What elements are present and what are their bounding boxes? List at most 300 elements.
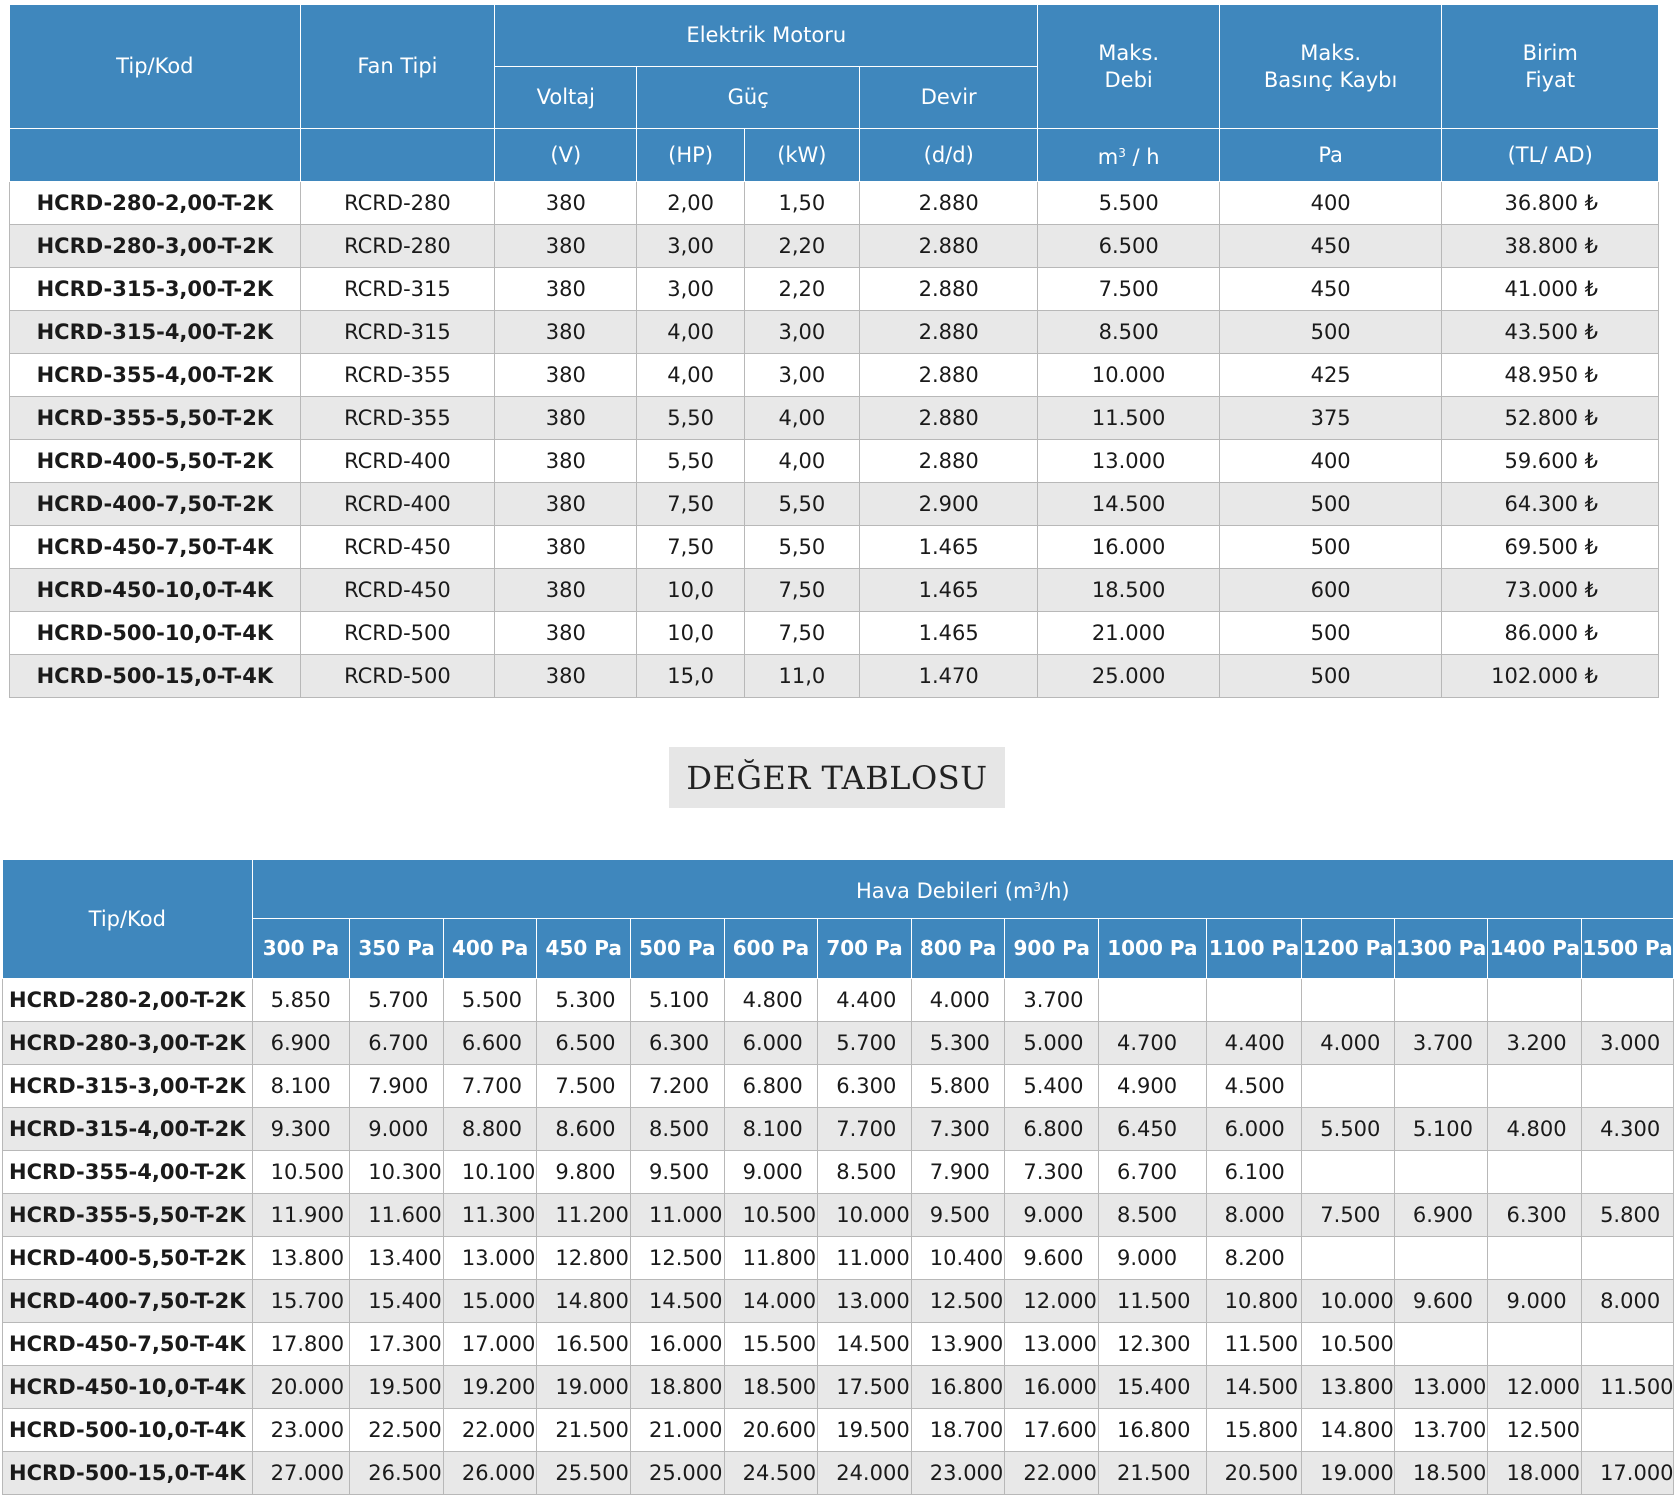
table-cell: 6.000: [1206, 1108, 1302, 1151]
table-cell: 8.000: [1206, 1194, 1302, 1237]
cell-tip-kod: HCRD-355-4,00-T-2K: [10, 354, 301, 397]
table-cell: 5.300: [537, 979, 631, 1022]
table-cell: 26.000: [443, 1452, 537, 1495]
table-cell: 5,50: [637, 397, 744, 440]
header-tip-kod-2: Tip/Kod: [3, 860, 253, 979]
cell-tip-kod: HCRD-500-10,0-T-4K: [3, 1409, 253, 1452]
cell-price: 86.000 ₺: [1442, 612, 1659, 655]
table-cell: [1582, 1151, 1674, 1194]
table-cell: 9.000: [1098, 1237, 1206, 1280]
table-cell: 7,50: [744, 612, 859, 655]
table-cell: 380: [495, 354, 637, 397]
table-cell: RCRD-500: [300, 612, 494, 655]
table-cell: 19.200: [443, 1366, 537, 1409]
table-cell: 17.000: [443, 1323, 537, 1366]
table-cell: 4.300: [1582, 1108, 1674, 1151]
table-cell: 2.880: [859, 440, 1037, 483]
table-cell: 17.600: [1005, 1409, 1099, 1452]
table-cell: 5.000: [1005, 1022, 1099, 1065]
table-row: [10, 354, 1659, 397]
cell-tip-kod: HCRD-355-5,50-T-2K: [3, 1194, 253, 1237]
table-cell: 14.500: [818, 1323, 912, 1366]
header-pressure: 300 Pa: [252, 919, 350, 979]
table-cell: 7.500: [1038, 268, 1219, 311]
cell-price: 48.950 ₺: [1442, 354, 1659, 397]
table-cell: 380: [495, 182, 637, 225]
table-cell: 3,00: [637, 268, 744, 311]
table-cell: 19.000: [1302, 1452, 1395, 1495]
table-cell: 7,50: [744, 569, 859, 612]
table-cell: [1488, 1323, 1582, 1366]
table-cell: 8.100: [252, 1065, 350, 1108]
table-cell: 3.000: [1582, 1022, 1674, 1065]
table-cell: 11,0: [744, 655, 859, 698]
table-cell: 10.400: [911, 1237, 1005, 1280]
table-cell: 500: [1219, 655, 1442, 698]
table-cell: 9.000: [1488, 1280, 1582, 1323]
header-pressure: 1100 Pa: [1206, 919, 1302, 979]
table-cell: 14.500: [1038, 483, 1219, 526]
table-cell: 11.800: [724, 1237, 818, 1280]
table-cell: 500: [1219, 483, 1442, 526]
table-cell: 3,00: [637, 225, 744, 268]
table-cell: 24.500: [724, 1452, 818, 1495]
table-cell: [1394, 1065, 1488, 1108]
table-cell: RCRD-450: [300, 569, 494, 612]
header-pressure: 500 Pa: [631, 919, 725, 979]
table-cell: 6.900: [252, 1022, 350, 1065]
table-cell: [1302, 979, 1395, 1022]
table-cell: 19.500: [818, 1409, 912, 1452]
table-cell: 13.800: [1302, 1366, 1395, 1409]
table-row: [10, 397, 1659, 440]
table-cell: 11.500: [1582, 1366, 1674, 1409]
table-cell: 10.300: [350, 1151, 444, 1194]
table-cell: RCRD-400: [300, 440, 494, 483]
table-cell: [1302, 1065, 1395, 1108]
table-cell: 18.700: [911, 1409, 1005, 1452]
table-cell: 5.300: [911, 1022, 1005, 1065]
table-cell: RCRD-280: [300, 225, 494, 268]
table-row: [10, 182, 1659, 225]
cell-tip-kod: HCRD-280-2,00-T-2K: [3, 979, 253, 1022]
table-cell: 15,0: [637, 655, 744, 698]
table-cell: 5,50: [744, 526, 859, 569]
table-cell: 5.700: [350, 979, 444, 1022]
table-cell: 18.500: [1038, 569, 1219, 612]
table-cell: 7.700: [818, 1108, 912, 1151]
table-cell: 18.800: [631, 1366, 725, 1409]
header-pressure: 400 Pa: [443, 919, 537, 979]
table-cell: 21.000: [631, 1409, 725, 1452]
table-cell: RCRD-315: [300, 268, 494, 311]
table-cell: 6.100: [1206, 1151, 1302, 1194]
table-cell: 450: [1219, 225, 1442, 268]
table-row: [3, 1194, 1674, 1237]
table-cell: 13.800: [252, 1237, 350, 1280]
header-maks-basinc-kaybi: Maks. Basınç Kaybı: [1219, 5, 1442, 129]
table-cell: 22.500: [350, 1409, 444, 1452]
table-cell: 6.500: [1038, 225, 1219, 268]
table-cell: 10.000: [1302, 1280, 1395, 1323]
table-row: [10, 483, 1659, 526]
unit-m3h: $m^3$ / h: [1038, 129, 1219, 182]
table-cell: [1302, 1151, 1395, 1194]
table-cell: 2.880: [859, 354, 1037, 397]
table-row: [10, 569, 1659, 612]
table-cell: 4.800: [724, 979, 818, 1022]
header-hava-debileri: Hava Debileri $(m^3/h)$: [252, 860, 1673, 919]
table-cell: 2,20: [744, 225, 859, 268]
table-cell: 500: [1219, 311, 1442, 354]
table-cell: 8.500: [1098, 1194, 1206, 1237]
cell-tip-kod: HCRD-355-5,50-T-2K: [10, 397, 301, 440]
table-cell: 19.500: [350, 1366, 444, 1409]
table-cell: 13.000: [1005, 1323, 1099, 1366]
header-voltaj: Voltaj: [495, 67, 637, 129]
cell-tip-kod: HCRD-315-3,00-T-2K: [3, 1065, 253, 1108]
header-devir: Devir: [859, 67, 1037, 129]
table-cell: 4.400: [818, 979, 912, 1022]
table-cell: 11.500: [1206, 1323, 1302, 1366]
table-cell: 9.000: [1005, 1194, 1099, 1237]
airflow-value-table: [2, 859, 1674, 1495]
table-cell: 4.800: [1488, 1108, 1582, 1151]
table-cell: 5.100: [1394, 1108, 1488, 1151]
table-cell: 13.900: [911, 1323, 1005, 1366]
header-fan-tipi: Fan Tipi: [300, 5, 494, 129]
table-cell: 20.500: [1206, 1452, 1302, 1495]
table-cell: 9.000: [350, 1108, 444, 1151]
header-guc: Güç: [637, 67, 860, 129]
table-cell: [1488, 1151, 1582, 1194]
table-cell: 5,50: [744, 483, 859, 526]
table-cell: 380: [495, 311, 637, 354]
table-cell: 4,00: [637, 311, 744, 354]
table-row: [3, 1366, 1674, 1409]
cell-tip-kod: HCRD-355-4,00-T-2K: [3, 1151, 253, 1194]
table-cell: 20.000: [252, 1366, 350, 1409]
table-cell: RCRD-355: [300, 397, 494, 440]
table-cell: 2,00: [637, 182, 744, 225]
cell-tip-kod: HCRD-280-3,00-T-2K: [10, 225, 301, 268]
header-pressure: 1500 Pa: [1582, 919, 1674, 979]
table-cell: 2.880: [859, 268, 1037, 311]
table-cell: 8.200: [1206, 1237, 1302, 1280]
table-row: [3, 1151, 1674, 1194]
cell-price: 43.500 ₺: [1442, 311, 1659, 354]
cell-price: 38.800 ₺: [1442, 225, 1659, 268]
header-elektrik-motoru: Elektrik Motoru: [495, 5, 1038, 67]
table-cell: 1.465: [859, 569, 1037, 612]
table-row: [3, 1452, 1674, 1495]
unit-v: (V): [495, 129, 637, 182]
table-cell: 10.100: [443, 1151, 537, 1194]
table-row: [3, 1065, 1674, 1108]
table-cell: RCRD-500: [300, 655, 494, 698]
cell-tip-kod: HCRD-450-7,50-T-4K: [10, 526, 301, 569]
table-cell: 4.700: [1098, 1022, 1206, 1065]
table-cell: [1098, 979, 1206, 1022]
table-cell: 380: [495, 268, 637, 311]
table-cell: 11.900: [252, 1194, 350, 1237]
table-cell: 10,0: [637, 612, 744, 655]
table-cell: 11.300: [443, 1194, 537, 1237]
table-cell: [1582, 1065, 1674, 1108]
table-cell: 11.600: [350, 1194, 444, 1237]
table-cell: 7.900: [350, 1065, 444, 1108]
table-cell: 380: [495, 655, 637, 698]
table-cell: 26.500: [350, 1452, 444, 1495]
table-cell: 10,0: [637, 569, 744, 612]
table-cell: 13.000: [443, 1237, 537, 1280]
header-birim-fiyat: Birim Fiyat: [1442, 5, 1659, 129]
unit-pa: Pa: [1219, 129, 1442, 182]
table-cell: 7,50: [637, 526, 744, 569]
header-pressure: 350 Pa: [350, 919, 444, 979]
table-row: [10, 440, 1659, 483]
table-cell: 9.600: [1394, 1280, 1488, 1323]
table-cell: 11.000: [818, 1237, 912, 1280]
table-cell: RCRD-315: [300, 311, 494, 354]
table-cell: 14.000: [724, 1280, 818, 1323]
table-cell: 23.000: [911, 1452, 1005, 1495]
table-cell: 3,00: [744, 354, 859, 397]
table-cell: 7.500: [1302, 1194, 1395, 1237]
table-cell: [1394, 1237, 1488, 1280]
table-cell: 8.500: [1038, 311, 1219, 354]
table-cell: 5,50: [637, 440, 744, 483]
table-cell: 25.000: [1038, 655, 1219, 698]
table-cell: 7.200: [631, 1065, 725, 1108]
table-cell: RCRD-400: [300, 483, 494, 526]
table-cell: 4,00: [637, 354, 744, 397]
table-cell: 7.300: [1005, 1151, 1099, 1194]
cell-tip-kod: HCRD-315-4,00-T-2K: [3, 1108, 253, 1151]
table-cell: 380: [495, 397, 637, 440]
header-pressure: 450 Pa: [537, 919, 631, 979]
table-cell: [1488, 979, 1582, 1022]
table-cell: 13.000: [1038, 440, 1219, 483]
table-cell: 10.500: [252, 1151, 350, 1194]
header-tip-kod: Tip/Kod: [10, 5, 301, 129]
table-row: [10, 612, 1659, 655]
table-row: [3, 1409, 1674, 1452]
table-cell: 9.300: [252, 1108, 350, 1151]
table-cell: 2.880: [859, 311, 1037, 354]
table-cell: 12.500: [1488, 1409, 1582, 1452]
table-cell: 500: [1219, 612, 1442, 655]
unit-tl: (TL/ AD): [1442, 129, 1659, 182]
table-cell: 19.000: [537, 1366, 631, 1409]
table-cell: 5.850: [252, 979, 350, 1022]
table-cell: 18.500: [724, 1366, 818, 1409]
table-cell: 6.300: [818, 1065, 912, 1108]
table-cell: 25.500: [537, 1452, 631, 1495]
table-cell: 12.000: [1488, 1366, 1582, 1409]
table-cell: 5.100: [631, 979, 725, 1022]
table-cell: 11.500: [1098, 1280, 1206, 1323]
table-cell: 15.500: [724, 1323, 818, 1366]
cell-tip-kod: HCRD-280-2,00-T-2K: [10, 182, 301, 225]
table-cell: 6.900: [1394, 1194, 1488, 1237]
table-cell: [1582, 1237, 1674, 1280]
table-cell: 16.000: [1005, 1366, 1099, 1409]
table-cell: [1582, 979, 1674, 1022]
cell-price: 36.800 ₺: [1442, 182, 1659, 225]
cell-price: 102.000 ₺: [1442, 655, 1659, 698]
cell-tip-kod: HCRD-315-3,00-T-2K: [10, 268, 301, 311]
cell-tip-kod: HCRD-400-7,50-T-2K: [3, 1280, 253, 1323]
cell-tip-kod: HCRD-450-10,0-T-4K: [3, 1366, 253, 1409]
table-cell: 4.000: [1302, 1022, 1395, 1065]
cell-tip-kod: HCRD-500-10,0-T-4K: [10, 612, 301, 655]
table-cell: 5.400: [1005, 1065, 1099, 1108]
table-row: [10, 655, 1659, 698]
table-cell: 8.500: [818, 1151, 912, 1194]
table-cell: 16.000: [1038, 526, 1219, 569]
table-cell: 500: [1219, 526, 1442, 569]
table-cell: 4,00: [744, 397, 859, 440]
table-cell: 10.000: [818, 1194, 912, 1237]
table-cell: 5.500: [1302, 1108, 1395, 1151]
table-row: [3, 1280, 1674, 1323]
cell-tip-kod: HCRD-280-3,00-T-2K: [3, 1022, 253, 1065]
cell-tip-kod: HCRD-315-4,00-T-2K: [10, 311, 301, 354]
header-pressure: 800 Pa: [911, 919, 1005, 979]
cell-price: 52.800 ₺: [1442, 397, 1659, 440]
table-cell: [1582, 1409, 1674, 1452]
table-cell: 1.465: [859, 612, 1037, 655]
table-cell: 10.000: [1038, 354, 1219, 397]
table-cell: 6.700: [350, 1022, 444, 1065]
table-cell: 380: [495, 526, 637, 569]
table-row: [10, 526, 1659, 569]
table-cell: 9.600: [1005, 1237, 1099, 1280]
table-cell: 3,00: [744, 311, 859, 354]
table-row: [10, 311, 1659, 354]
table-cell: 17.500: [818, 1366, 912, 1409]
cell-price: 59.600 ₺: [1442, 440, 1659, 483]
table-cell: 8.100: [724, 1108, 818, 1151]
table-cell: 6.600: [443, 1022, 537, 1065]
table-cell: 400: [1219, 440, 1442, 483]
unit-dd: (d/d): [859, 129, 1037, 182]
table-cell: 18.000: [1488, 1452, 1582, 1495]
table-cell: 15.700: [252, 1280, 350, 1323]
table-cell: [1488, 1065, 1582, 1108]
header-pressure: 1000 Pa: [1098, 919, 1206, 979]
table-cell: 16.000: [631, 1323, 725, 1366]
table-cell: 1.470: [859, 655, 1037, 698]
section-title: DEĞER TABLOSU: [669, 747, 1005, 808]
table-cell: [1302, 1237, 1395, 1280]
cell-price: 73.000 ₺: [1442, 569, 1659, 612]
table-cell: RCRD-280: [300, 182, 494, 225]
unit-kw: (kW): [744, 129, 859, 182]
table-cell: 12.000: [1005, 1280, 1099, 1323]
table-cell: 24.000: [818, 1452, 912, 1495]
table-cell: 14.800: [537, 1280, 631, 1323]
table-cell: RCRD-355: [300, 354, 494, 397]
table-cell: 27.000: [252, 1452, 350, 1495]
table-cell: 14.500: [1206, 1366, 1302, 1409]
table-cell: 380: [495, 225, 637, 268]
table-cell: [1488, 1237, 1582, 1280]
table-cell: 5.800: [911, 1065, 1005, 1108]
cell-tip-kod: HCRD-450-10,0-T-4K: [10, 569, 301, 612]
table-cell: [1206, 979, 1302, 1022]
table-cell: 6.800: [1005, 1108, 1099, 1151]
table-cell: 15.800: [1206, 1409, 1302, 1452]
product-spec-table: [9, 4, 1659, 698]
cell-tip-kod: HCRD-450-7,50-T-4K: [3, 1323, 253, 1366]
table-cell: 20.600: [724, 1409, 818, 1452]
table-cell: 6.000: [724, 1022, 818, 1065]
table-cell: 380: [495, 440, 637, 483]
table-cell: 25.000: [631, 1452, 725, 1495]
table-cell: 6.800: [724, 1065, 818, 1108]
table-cell: 5.700: [818, 1022, 912, 1065]
table-row: [3, 1022, 1674, 1065]
table-cell: 6.450: [1098, 1108, 1206, 1151]
table-cell: 2.880: [859, 225, 1037, 268]
table-cell: 2,20: [744, 268, 859, 311]
table-cell: 11.000: [631, 1194, 725, 1237]
table-cell: 8.000: [1582, 1280, 1674, 1323]
table-cell: 6.500: [537, 1022, 631, 1065]
table-cell: 13.000: [818, 1280, 912, 1323]
table-row: [10, 268, 1659, 311]
cell-tip-kod: HCRD-500-15,0-T-4K: [10, 655, 301, 698]
table-cell: 375: [1219, 397, 1442, 440]
table-row: [3, 1323, 1674, 1366]
table-cell: 7.300: [911, 1108, 1005, 1151]
cell-price: 64.300 ₺: [1442, 483, 1659, 526]
table-cell: 5.800: [1582, 1194, 1674, 1237]
table-cell: 425: [1219, 354, 1442, 397]
table-cell: 6.300: [1488, 1194, 1582, 1237]
table-cell: 15.000: [443, 1280, 537, 1323]
table-cell: 7.900: [911, 1151, 1005, 1194]
table-cell: 5.500: [1038, 182, 1219, 225]
table-cell: 2.880: [859, 397, 1037, 440]
table-cell: 17.000: [1582, 1452, 1674, 1495]
table-cell: 7.500: [537, 1065, 631, 1108]
table-cell: 12.500: [631, 1237, 725, 1280]
cell-price: 69.500 ₺: [1442, 526, 1659, 569]
table-cell: 2.900: [859, 483, 1037, 526]
table-cell: [1582, 1323, 1674, 1366]
table-cell: 12.800: [537, 1237, 631, 1280]
table-cell: 18.500: [1394, 1452, 1488, 1495]
table-cell: 380: [495, 483, 637, 526]
cell-tip-kod: HCRD-400-7,50-T-2K: [10, 483, 301, 526]
cell-tip-kod: HCRD-400-5,50-T-2K: [3, 1237, 253, 1280]
table-cell: 15.400: [350, 1280, 444, 1323]
table-cell: [1394, 1151, 1488, 1194]
table-cell: 600: [1219, 569, 1442, 612]
table-row: [10, 225, 1659, 268]
table-cell: 7,50: [637, 483, 744, 526]
table-cell: 17.800: [252, 1323, 350, 1366]
table-cell: 16.800: [1098, 1409, 1206, 1452]
table-cell: 400: [1219, 182, 1442, 225]
table-cell: 16.800: [911, 1366, 1005, 1409]
table-cell: 12.300: [1098, 1323, 1206, 1366]
table-cell: 16.500: [537, 1323, 631, 1366]
table-cell: 11.500: [1038, 397, 1219, 440]
